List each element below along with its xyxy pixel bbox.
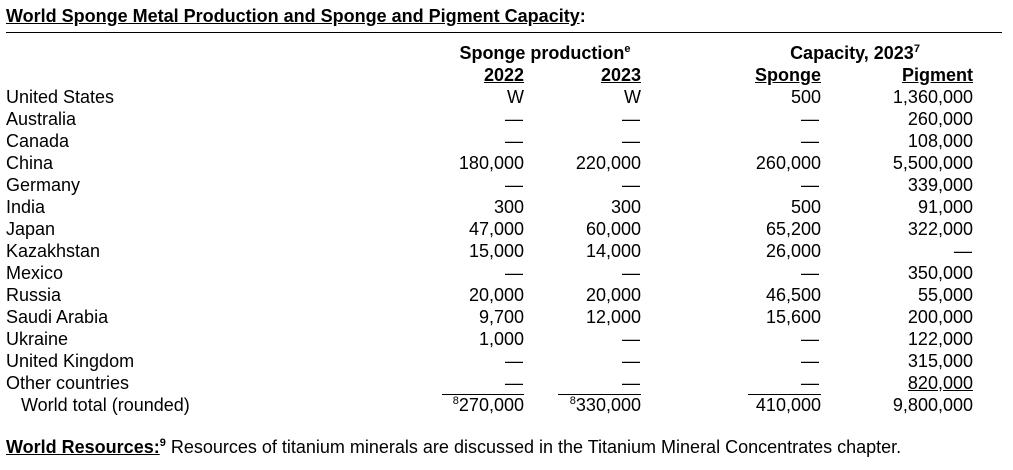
total-cell-2023-note: 8 <box>569 395 576 407</box>
cell-pigment: 122,000 <box>907 329 973 349</box>
table-row <box>0 306 1013 328</box>
country-name: Ukraine <box>6 329 69 349</box>
cell-pigment: 260,000 <box>907 109 973 129</box>
column-header-2023: 2023 <box>600 65 641 85</box>
total-cell-pigment <box>860 394 973 416</box>
table-title-text: World Sponge Metal Production and Sponge and Pigment Capacity <box>6 6 580 26</box>
cell-pigment: 91,000 <box>917 197 973 217</box>
cell-p2023: — <box>622 131 640 151</box>
country-name: Japan <box>6 219 56 239</box>
table-row <box>0 240 1013 262</box>
cell-sponge: 26,000 <box>765 241 821 261</box>
country-name: United States <box>6 87 115 107</box>
table-row <box>0 350 1013 372</box>
cell-p2023: 220,000 <box>575 153 641 173</box>
cell-sponge: 260,000 <box>755 153 821 173</box>
table-row <box>0 284 1013 306</box>
cell-p2023: — <box>622 109 640 129</box>
cell-p2022: 47,000 <box>468 219 524 239</box>
cell-pigment: 322,000 <box>907 219 973 239</box>
cell-p2023: — <box>622 175 640 195</box>
cell-p2023: — <box>622 373 640 393</box>
table-row <box>0 86 1013 108</box>
table-row <box>0 130 1013 152</box>
country-name: China <box>6 153 54 173</box>
table-row <box>0 262 1013 284</box>
cell-sponge: 500 <box>790 197 821 217</box>
cell-p2023: 12,000 <box>585 307 641 327</box>
total-cell-sponge <box>720 394 821 416</box>
cell-pigment: 55,000 <box>917 285 973 305</box>
cell-p2022: 180,000 <box>458 153 524 173</box>
cell-pigment: 315,000 <box>907 351 973 371</box>
header-sponge-production-label: Sponge production <box>459 43 625 63</box>
country-name: Saudi Arabia <box>6 307 109 327</box>
table-row <box>0 218 1013 240</box>
cell-p2022: W <box>507 87 524 107</box>
column-header-sponge: Sponge <box>755 65 821 85</box>
cell-p2022: 300 <box>493 197 524 217</box>
total-label: World total (rounded) <box>21 395 190 415</box>
cell-pigment: 200,000 <box>907 307 973 327</box>
cell-p2023: 60,000 <box>585 219 641 239</box>
cell-p2022: — <box>505 263 523 283</box>
cell-p2022: — <box>505 131 523 151</box>
world-resources-label: World Resources: <box>6 437 160 457</box>
cell-p2022: — <box>505 175 523 195</box>
column-header-pigment: Pigment <box>901 65 973 85</box>
total-cell-sponge-value: 410,000 <box>755 395 821 415</box>
country-name: India <box>6 197 46 217</box>
cell-p2022: 20,000 <box>468 285 524 305</box>
table-title-colon: : <box>579 6 586 26</box>
cell-sponge: — <box>801 373 819 393</box>
cell-p2022: 9,700 <box>478 307 524 327</box>
world-resources-note <box>6 436 901 461</box>
total-cell-2022 <box>420 394 524 419</box>
total-cell-2022-value: 270,000 <box>458 395 524 415</box>
header-capacity-note: 7 <box>913 43 920 55</box>
table-row <box>0 196 1013 218</box>
table-title <box>6 5 586 27</box>
column-header-2022: 2022 <box>483 65 524 85</box>
table-row <box>0 372 1013 394</box>
country-name: Kazakhstan <box>6 241 101 261</box>
table-row <box>0 108 1013 130</box>
cell-sponge: 500 <box>790 87 821 107</box>
header-capacity-label: Capacity, 2023 <box>790 43 914 63</box>
cell-sponge: — <box>801 351 819 371</box>
total-cell-2022-note: 8 <box>452 395 459 407</box>
cell-sponge: 46,500 <box>765 285 821 305</box>
cell-p2022: — <box>505 373 523 393</box>
cell-p2023: W <box>624 87 641 107</box>
country-name: Russia <box>6 285 62 305</box>
cell-sponge: — <box>801 175 819 195</box>
cell-p2023: — <box>622 351 640 371</box>
table-row <box>0 328 1013 350</box>
cell-p2023: — <box>622 329 640 349</box>
header-sponge-production-note: e <box>624 43 631 55</box>
table-body <box>0 86 1013 416</box>
world-resources-text: Resources of titanium minerals are discussed in the Titanium Mineral Concentrates chapter. <box>165 437 902 457</box>
cell-p2023: — <box>622 263 640 283</box>
cell-p2023: 20,000 <box>585 285 641 305</box>
cell-pigment: 339,000 <box>907 175 973 195</box>
cell-pigment: 108,000 <box>907 131 973 151</box>
country-name: United Kingdom <box>6 351 135 371</box>
cell-pigment: 5,500,000 <box>892 153 973 173</box>
title-divider <box>6 32 1002 33</box>
total-row <box>0 394 1013 416</box>
cell-pigment: 350,000 <box>907 263 973 283</box>
cell-pigment: 1,360,000 <box>892 87 973 107</box>
cell-sponge: 65,200 <box>765 219 821 239</box>
country-name: Canada <box>6 131 70 151</box>
cell-p2022: 1,000 <box>478 329 524 349</box>
country-name: Other countries <box>6 373 130 393</box>
cell-p2023: 300 <box>610 197 641 217</box>
country-name: Mexico <box>6 263 64 283</box>
total-rule-2023 <box>558 394 641 395</box>
country-name: Australia <box>6 109 77 129</box>
total-cell-2023-value: 330,000 <box>575 395 641 415</box>
cell-p2022: 15,000 <box>468 241 524 261</box>
table-row <box>0 174 1013 196</box>
cell-pigment: 820,000 <box>907 373 973 393</box>
cell-sponge: 15,600 <box>765 307 821 327</box>
world-resources-footnote: 9 <box>159 437 166 449</box>
country-name: Germany <box>6 175 81 195</box>
total-rule-2022 <box>442 394 524 395</box>
table-row <box>0 152 1013 174</box>
cell-pigment: — <box>954 241 972 261</box>
total-cell-pigment-value: 9,800,000 <box>892 395 973 415</box>
total-rule-sponge <box>748 394 821 395</box>
cell-p2022: — <box>505 351 523 371</box>
cell-p2023: 14,000 <box>585 241 641 261</box>
cell-sponge: — <box>801 131 819 151</box>
cell-sponge: — <box>801 263 819 283</box>
cell-p2022: — <box>505 109 523 129</box>
total-cell-2023 <box>540 394 641 419</box>
cell-sponge: — <box>801 329 819 349</box>
cell-sponge: — <box>801 109 819 129</box>
